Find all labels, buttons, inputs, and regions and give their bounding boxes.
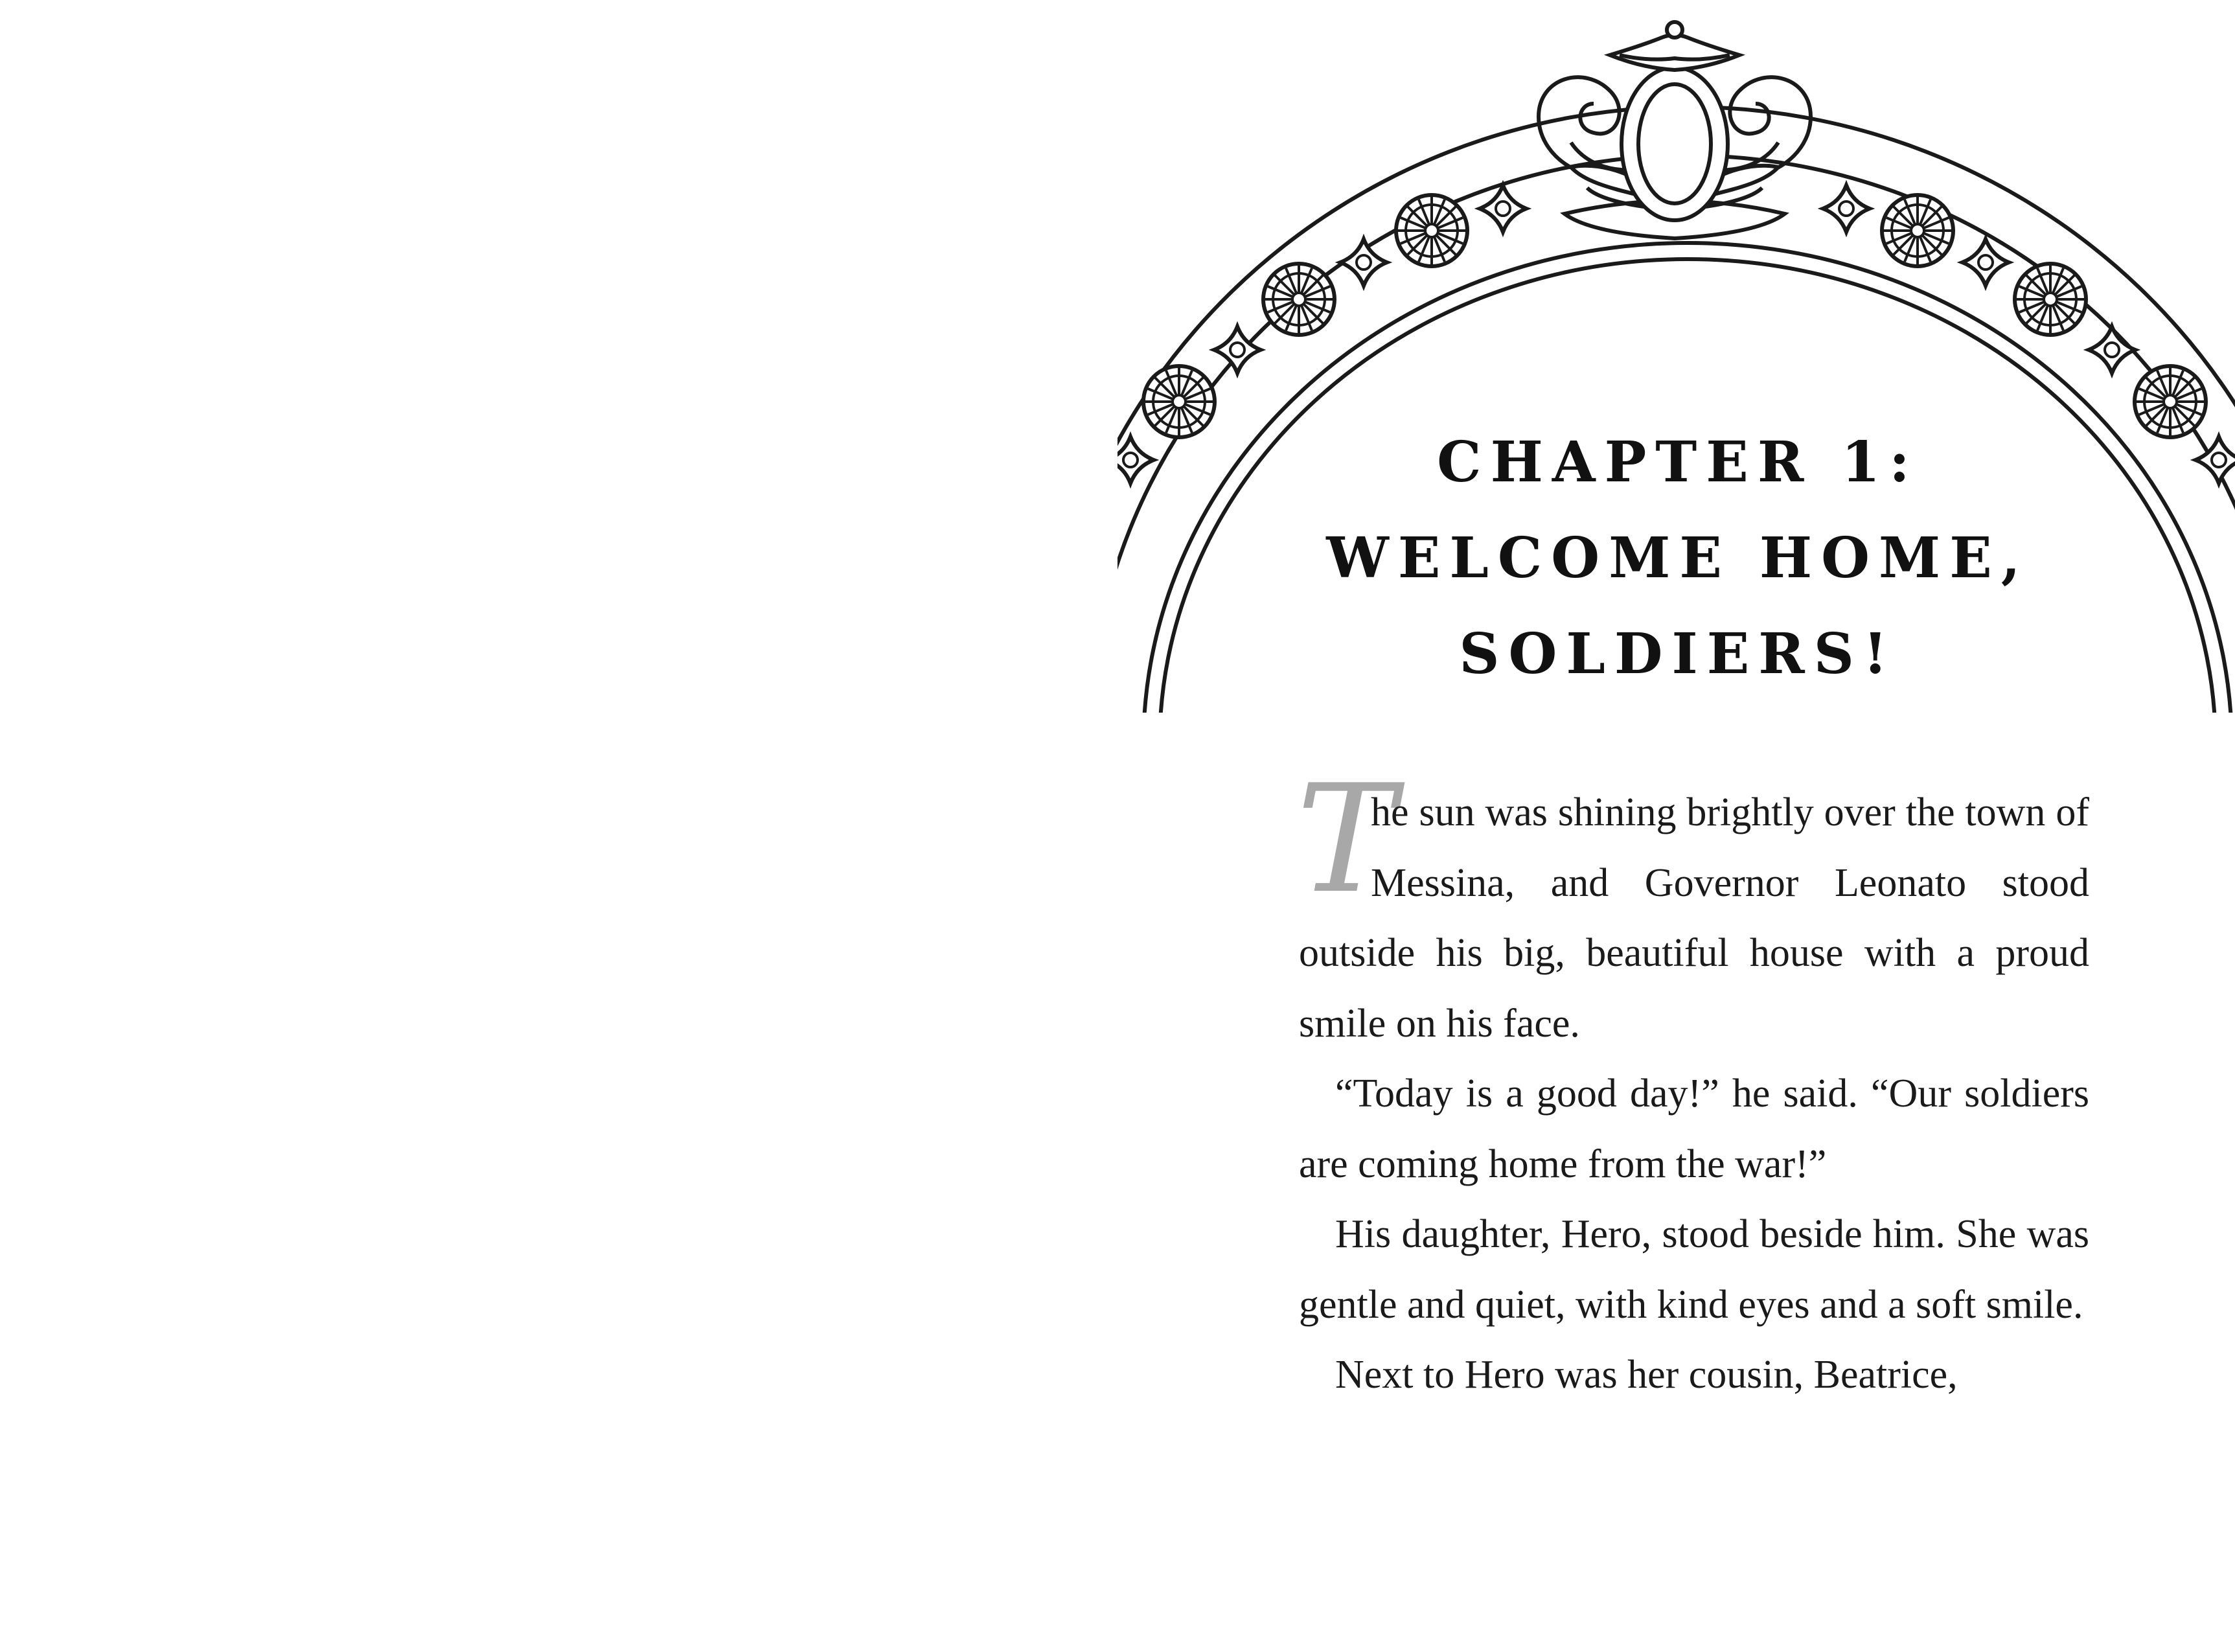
paragraph-1-text: he sun was shining brightly over the town of Messina, and Governor Leonato stood outside his big, beautiful house with a proud smile on his face. (1299, 790, 2089, 1046)
paragraph-2: “Today is a good day!” he said. “Our soldiers are coming home from the war!” (1299, 1072, 2089, 1186)
chapter-title (1279, 415, 2076, 702)
drop-cap: T (1296, 753, 1396, 926)
paragraph-3: His daughter, Hero, stood beside him. She was gentle and quiet, with kind eyes and a soft smile. (1299, 1212, 2089, 1327)
right-page (1118, 0, 2235, 1652)
chapter-body-text (1296, 753, 2089, 1410)
chapter-title-line-2: WELCOME HOME, (1326, 525, 2030, 591)
chapter-title-line-3: SOLDIERS! (1459, 621, 1897, 687)
chapter-title-line-1: CHAPTER 1: (1437, 430, 1919, 495)
paragraph-4: Next to Hero was her cousin, Beatrice, (1335, 1353, 1958, 1397)
paragraph-1 (1296, 753, 2089, 1059)
